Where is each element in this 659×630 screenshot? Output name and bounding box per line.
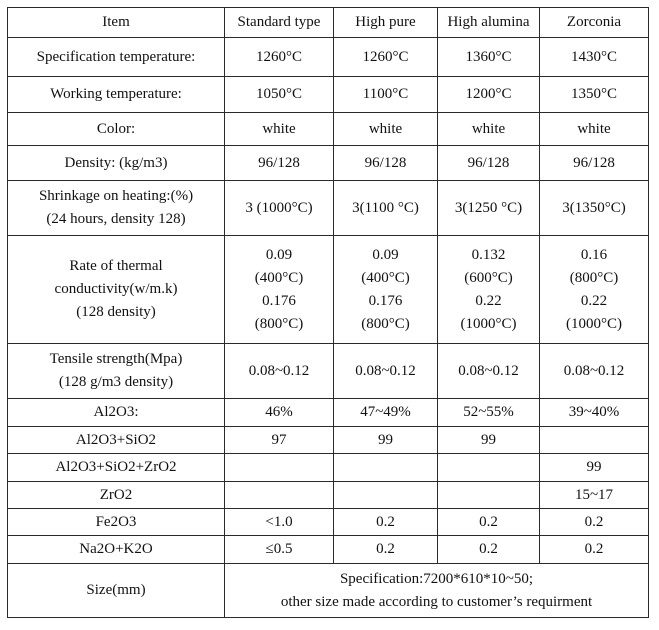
header-cell-high-pure: High pure bbox=[334, 8, 438, 38]
table-cell: 0.09 (400°C) 0.176 (800°C) bbox=[334, 236, 438, 344]
table-row bbox=[8, 77, 649, 113]
table-cell: 0.2 bbox=[540, 536, 649, 564]
table-cell: 0.08~0.12 bbox=[540, 344, 649, 399]
table-cell: 46% bbox=[225, 399, 334, 427]
row-label: Shrinkage on heating:(%) (24 hours, density 128) bbox=[8, 181, 225, 236]
table-row bbox=[8, 427, 649, 454]
table-cell: 1350°C bbox=[540, 77, 649, 113]
table-row bbox=[8, 536, 649, 564]
size-specification-cell: Specification:7200*610*10~50; other size made according to customer’s requirment bbox=[225, 564, 649, 618]
table-cell: 97 bbox=[225, 427, 334, 454]
table-cell: 47~49% bbox=[334, 399, 438, 427]
table-cell bbox=[225, 482, 334, 509]
table-cell: 3(1350°C) bbox=[540, 181, 649, 236]
table-cell: 96/128 bbox=[438, 146, 540, 181]
table-cell bbox=[225, 454, 334, 482]
row-label: Fe2O3 bbox=[8, 509, 225, 536]
table-cell: white bbox=[438, 113, 540, 146]
table-cell: 0.2 bbox=[438, 536, 540, 564]
table-row bbox=[8, 181, 649, 236]
row-label: Specification temperature: bbox=[8, 38, 225, 77]
table-row bbox=[8, 482, 649, 509]
table-cell: 3 (1000°C) bbox=[225, 181, 334, 236]
header-row bbox=[8, 8, 649, 38]
table-cell: 0.16 (800°C) 0.22 (1000°C) bbox=[540, 236, 649, 344]
table-cell: 0.132 (600°C) 0.22 (1000°C) bbox=[438, 236, 540, 344]
header-cell-zorconia: Zorconia bbox=[540, 8, 649, 38]
table-row bbox=[8, 236, 649, 344]
table-cell: 96/128 bbox=[334, 146, 438, 181]
row-label: Na2O+K2O bbox=[8, 536, 225, 564]
table-cell: white bbox=[540, 113, 649, 146]
table-cell: 1200°C bbox=[438, 77, 540, 113]
table-cell: 3(1100 °C) bbox=[334, 181, 438, 236]
row-label: Tensile strength(Mpa) (128 g/m3 density) bbox=[8, 344, 225, 399]
header-cell-high-alumina: High alumina bbox=[438, 8, 540, 38]
table-cell: 0.09 (400°C) 0.176 (800°C) bbox=[225, 236, 334, 344]
table-cell: 1050°C bbox=[225, 77, 334, 113]
table-cell: 1430°C bbox=[540, 38, 649, 77]
table-cell: 99 bbox=[540, 454, 649, 482]
table-cell bbox=[540, 427, 649, 454]
table-cell: 1260°C bbox=[225, 38, 334, 77]
row-label: Size(mm) bbox=[8, 564, 225, 618]
table-cell: 0.2 bbox=[334, 509, 438, 536]
table-cell: 96/128 bbox=[540, 146, 649, 181]
table-cell: 99 bbox=[438, 427, 540, 454]
table-cell: 1360°C bbox=[438, 38, 540, 77]
table-cell: <1.0 bbox=[225, 509, 334, 536]
table-cell: 0.2 bbox=[334, 536, 438, 564]
table-row bbox=[8, 399, 649, 427]
table-cell bbox=[438, 454, 540, 482]
table-cell: 39~40% bbox=[540, 399, 649, 427]
header-cell-item: Item bbox=[8, 8, 225, 38]
row-label: Working temperature: bbox=[8, 77, 225, 113]
table-cell: 0.08~0.12 bbox=[438, 344, 540, 399]
table-cell: 0.2 bbox=[540, 509, 649, 536]
table-cell: 96/128 bbox=[225, 146, 334, 181]
row-label: Al2O3: bbox=[8, 399, 225, 427]
table-row bbox=[8, 509, 649, 536]
table-cell: 99 bbox=[334, 427, 438, 454]
table-cell: 1100°C bbox=[334, 77, 438, 113]
table-cell: 0.08~0.12 bbox=[225, 344, 334, 399]
row-label: Al2O3+SiO2+ZrO2 bbox=[8, 454, 225, 482]
table-cell bbox=[334, 482, 438, 509]
table-row bbox=[8, 146, 649, 181]
row-label: Color: bbox=[8, 113, 225, 146]
row-label: Al2O3+SiO2 bbox=[8, 427, 225, 454]
table-row bbox=[8, 113, 649, 146]
table-row bbox=[8, 344, 649, 399]
specification-table bbox=[7, 7, 649, 618]
row-label: Rate of thermal conductivity(w/m.k) (128 density) bbox=[8, 236, 225, 344]
row-label: ZrO2 bbox=[8, 482, 225, 509]
table-cell: white bbox=[225, 113, 334, 146]
table-cell: 15~17 bbox=[540, 482, 649, 509]
table-cell: 0.08~0.12 bbox=[334, 344, 438, 399]
row-label: Density: (kg/m3) bbox=[8, 146, 225, 181]
table-cell bbox=[334, 454, 438, 482]
table-cell: ≤0.5 bbox=[225, 536, 334, 564]
header-cell-standard-type: Standard type bbox=[225, 8, 334, 38]
size-row bbox=[8, 564, 649, 618]
table-cell: 3(1250 °C) bbox=[438, 181, 540, 236]
table-cell bbox=[438, 482, 540, 509]
table-cell: 1260°C bbox=[334, 38, 438, 77]
table-row bbox=[8, 454, 649, 482]
table-cell: white bbox=[334, 113, 438, 146]
table-cell: 0.2 bbox=[438, 509, 540, 536]
table-row bbox=[8, 38, 649, 77]
table-cell: 52~55% bbox=[438, 399, 540, 427]
